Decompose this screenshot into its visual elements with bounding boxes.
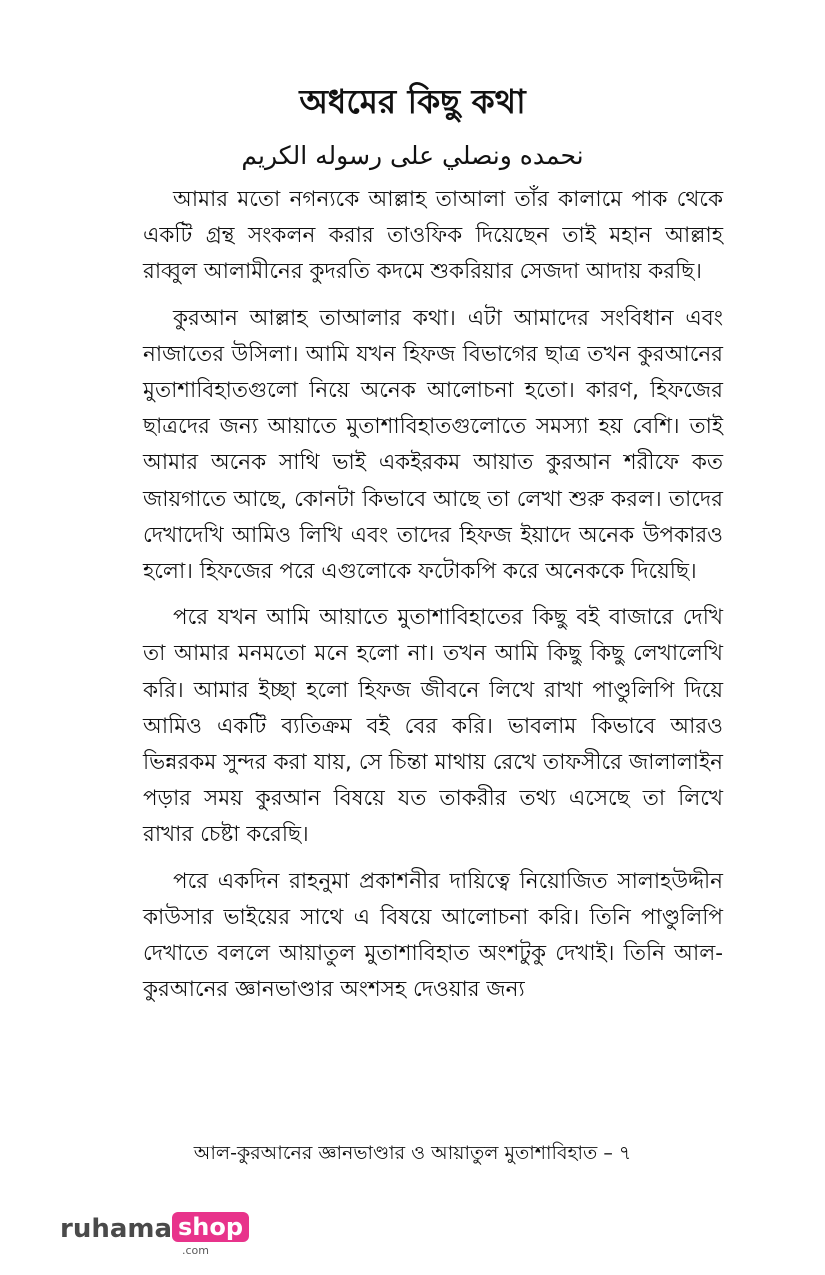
ruhamashop-logo xyxy=(60,1212,244,1260)
paragraph: পরে একদিন রাহনুমা প্রকাশনীর দায়িত্বে নিয়োজিত সালাহউদ্দীন কাউসার ভাইয়ের সাথে এ বিষয়ে আলোচনা করি। তিনি পাণ্ডুলিপি দেখাতে বললে আয়াতুল মুতাশাবিহাত অংশটুকু দেখাই। তিনি আল-কুরআনের জ্ঞানভাণ্ডার অংশসহ দেওয়ার জন্য xyxy=(143,868,723,1003)
paragraph: পরে যখন আমি আয়াতে মুতাশাবিহাতের কিছু বই বাজারে দেখি তা আমার মনমতো মনে হলো না। তখন আমি কিছু কিছু লেখালেখি করি। আমার ইচ্ছা হলো হিফজ জীবনে লিখে রাখা পাণ্ডুলিপি দিয়ে আমিও একটি ব্যতিক্রম বই বের করি। ভাবলাম কিভাবে আরও ভিন্নরকম সুন্দর করা যায়, সে চিন্তা মাথায় রেখে তাফসীরে জালালাইন পড়ার সময় কুরআন বিষয়ে যত তাকরীর তথ্য এসেছে তা লিখে রাখার চেষ্টা করেছি। xyxy=(143,605,723,848)
running-footer: আল-কুরআনের জ্ঞানভাণ্ডার ও আয়াতুল মুতাশাবিহাত – ৭ xyxy=(193,1142,632,1164)
logo-domain: .com xyxy=(182,1244,209,1257)
logo-word: ruhama xyxy=(60,1214,173,1244)
paragraph: আমার মতো নগন্যকে আল্লাহ তাআলা তাঁর কালামে পাক থেকে একটি গ্রন্থ সংকলন করার তাওফিক দিয়েছেন তাই মহান আল্লাহ রাব্বুল আলামীনের কুদরতি কদমে শুকরিয়ার সেজদা আদায় করছি। xyxy=(143,187,723,285)
logo-shop-badge: shop xyxy=(172,1212,249,1242)
body-text xyxy=(143,182,723,1018)
paragraph: কুরআন আল্লাহ তাআলার কথা। এটা আমাদের সংবিধান এবং নাজাতের উসিলা। আমি যখন হিফজ বিভাগের ছাত্র তখন কুরআনের মুতাশাবিহাতগুলো নিয়ে অনেক আলোচনা হতো। কারণ, হিফজের ছাত্রদের জন্য আয়াতে মুতাশাবিহাতগুলোতে সমস্যা হয় বেশি। তাই আমার অনেক সাথি ভাই একইরকম আয়াত কুরআন শরীফে কত জায়গাতে আছে, কোনটা কিভাবে আছে তা লেখা শুরু করল। তাদের দেখাদেখি আমিও লিখি এবং তাদের হিফজ ইয়াদে অনেক উপকারও হলো। হিফজের পরে এগুলোকে ফটোকপি করে অনেককে দিয়েছি। xyxy=(143,305,723,585)
page-title: অধমের কিছু কথা xyxy=(299,82,526,121)
arabic-invocation: نحمده ونصلي على رسوله الكريم xyxy=(241,141,584,170)
